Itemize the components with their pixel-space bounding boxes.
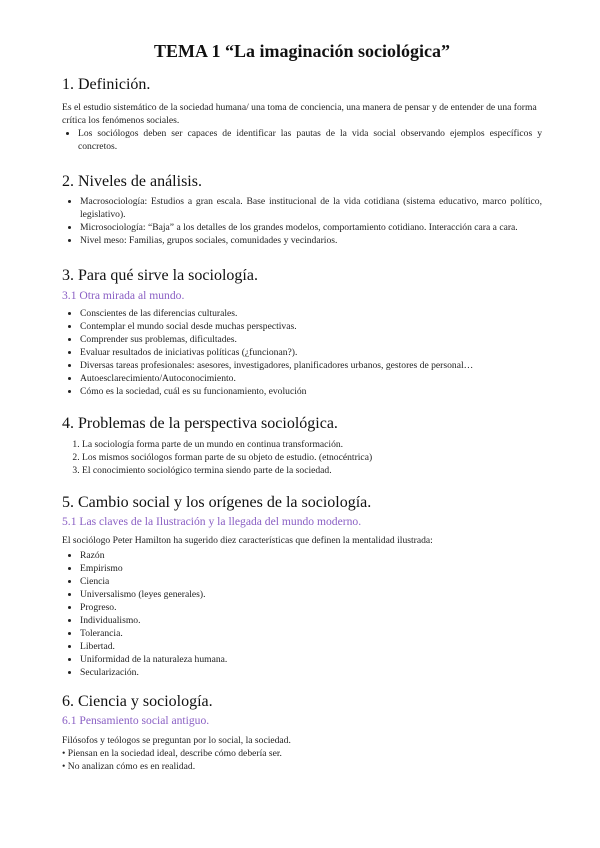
bullet-list bbox=[62, 307, 542, 398]
section-heading: 6. Ciencia y sociología. bbox=[62, 693, 213, 710]
bullet-list bbox=[62, 747, 542, 773]
bullet-list bbox=[62, 127, 542, 153]
section-heading: 1. Definición. bbox=[62, 76, 151, 93]
list-item: • Nivel meso: Familias, grupos sociales, comunidades y vecindarios. bbox=[80, 234, 542, 247]
bullet-list bbox=[62, 549, 542, 679]
list-item: • Cómo es la sociedad, cuál es su funcionamiento, evolución bbox=[80, 385, 542, 398]
list-item: • Piensan en la sociedad ideal, describe cómo debería ser. bbox=[62, 747, 542, 760]
list-item: • Secularización. bbox=[80, 666, 542, 679]
paragraph: El sociólogo Peter Hamilton ha sugerido diez características que definen la mentalidad ilustrada: bbox=[62, 535, 433, 546]
list-item: 2. Los mismos sociólogos forman parte de su objeto de estudio. (etnocéntrica) bbox=[82, 451, 542, 464]
paragraph: Filósofos y teólogos se preguntan por lo social, la sociedad. bbox=[62, 735, 291, 746]
list-item: 1. La sociología forma parte de un mundo en continua transformación. bbox=[82, 438, 542, 451]
bullet-list bbox=[62, 195, 542, 247]
list-item: • Tolerancia. bbox=[80, 627, 542, 640]
section-niveles bbox=[62, 172, 542, 247]
list-item: • Progreso. bbox=[80, 601, 542, 614]
list-item: • No analizan cómo es en realidad. bbox=[62, 760, 542, 773]
list-item: • Empirismo bbox=[80, 562, 542, 575]
subsection-heading: 3.1 Otra mirada al mundo. bbox=[62, 289, 185, 302]
list-item: • Individualismo. bbox=[80, 614, 542, 627]
paragraph: Es el estudio sistemático de la sociedad humana/ una toma de conciencia, una manera de pensar y de entender de una forma crítica los fenómenos sociales. bbox=[62, 102, 537, 126]
section-definicion bbox=[62, 75, 542, 153]
list-item: • Contemplar el mundo social desde muchas perspectivas. bbox=[80, 320, 542, 333]
page-title: TEMA 1 “La imaginación sociológica” bbox=[153, 41, 450, 61]
subsection-heading: 5.1 Las claves de la Ilustración y la llegada del mundo moderno. bbox=[62, 515, 362, 528]
list-item: • Los sociólogos deben ser capaces de identificar las pautas de la vida social observando ejemplos específicos y concretos. bbox=[78, 127, 542, 153]
list-item: • Conscientes de las diferencias culturales. bbox=[80, 307, 542, 320]
list-item: • Autoesclarecimiento/Autoconocimiento. bbox=[80, 372, 542, 385]
section-ciencia bbox=[62, 692, 542, 773]
list-item: • Ciencia bbox=[80, 575, 542, 588]
list-item: • Libertad. bbox=[80, 640, 542, 653]
list-item: • Microsociología: “Baja” a los detalles de los grandes modelos, comportamiento cotidiano. Interacción cara a cara. bbox=[80, 221, 542, 234]
list-item: • Razón bbox=[80, 549, 542, 562]
list-item: • Universalismo (leyes generales). bbox=[80, 588, 542, 601]
list-item: • Uniformidad de la naturaleza humana. bbox=[80, 653, 542, 666]
section-problemas bbox=[62, 414, 542, 477]
section-heading: 2. Niveles de análisis. bbox=[62, 173, 202, 190]
list-item: • Diversas tareas profesionales: asesores, investigadores, planificadores urbanos, gestores de personal… bbox=[80, 359, 542, 372]
section-heading: 5. Cambio social y los orígenes de la sociología. bbox=[62, 494, 372, 511]
list-item: • Comprender sus problemas, dificultades. bbox=[80, 333, 542, 346]
list-item: • Macrosociología: Estudios a gran escala. Base institucional de la vida cotidiana (sistema educativo, marco político, legislativo). bbox=[80, 195, 542, 221]
section-heading: 3. Para qué sirve la sociología. bbox=[62, 267, 258, 284]
numbered-list bbox=[62, 438, 542, 477]
subsection-heading: 6.1 Pensamiento social antiguo. bbox=[62, 714, 210, 727]
section-cambio-social bbox=[62, 493, 542, 679]
section-heading: 4. Problemas de la perspectiva sociológica. bbox=[62, 415, 338, 432]
section-para-que-sirve bbox=[62, 266, 542, 398]
list-item: • Evaluar resultados de iniciativas políticas (¿funcionan?). bbox=[80, 346, 542, 359]
list-item: 3. El conocimiento sociológico termina siendo parte de la sociedad. bbox=[82, 464, 542, 477]
